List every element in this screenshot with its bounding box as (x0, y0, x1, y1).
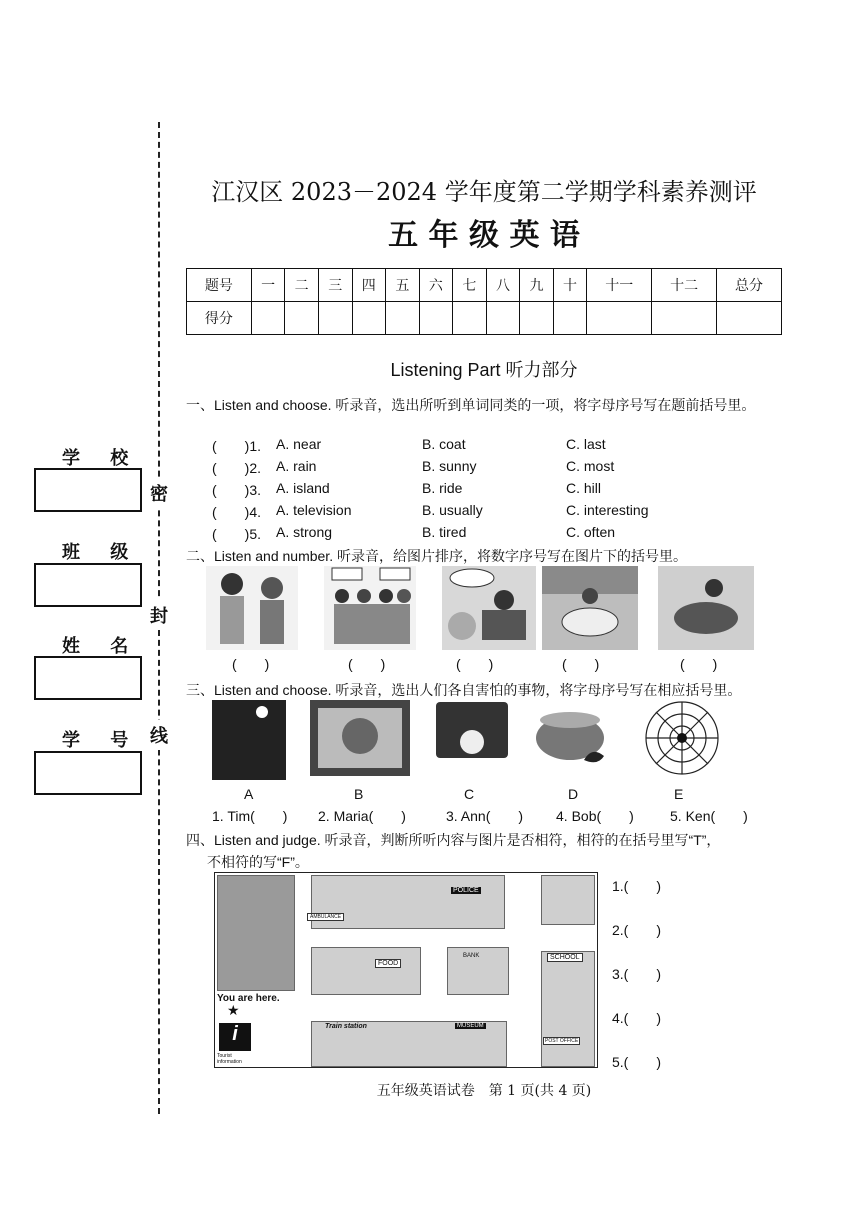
seal-char-mi: 密 (150, 478, 168, 508)
name-field[interactable] (34, 656, 142, 700)
fear-answer[interactable]: 5. Ken( ) (670, 808, 748, 824)
score-header-cell: 二 (285, 269, 319, 302)
picture-hiding-child (436, 702, 508, 758)
option-b: B. coat (422, 436, 466, 452)
score-header-cell: 八 (486, 269, 520, 302)
map-star-icon: ★ (227, 1003, 240, 1019)
picture-order-paren[interactable]: ( ) (348, 656, 386, 672)
score-header-cell: 九 (520, 269, 554, 302)
score-cell[interactable] (553, 302, 587, 335)
judge-answer[interactable]: 4.( ) (612, 1010, 661, 1026)
map-bank-label: BANK (463, 953, 480, 959)
section1-heading: 一、Listen and choose. 听录音，选出所听到单词同类的一项，将字母序号写在题前括号里。 (186, 397, 756, 413)
label-class: 班 级 (62, 542, 141, 563)
fear-answer[interactable]: 4. Bob( ) (556, 808, 634, 824)
score-header-cell: 七 (453, 269, 487, 302)
judge-answer[interactable]: 3.( ) (612, 966, 661, 982)
picture-order-paren[interactable]: ( ) (232, 656, 270, 672)
exam-subtitle: 五 年 级 英 语 (388, 218, 580, 253)
score-header-cell: 五 (386, 269, 420, 302)
label-student-id: 学 号 (62, 730, 141, 751)
label-name: 姓 名 (62, 636, 141, 657)
fear-answer[interactable]: 1. Tim( ) (212, 808, 288, 824)
question-number[interactable]: ( )1. (212, 438, 261, 454)
judge-answer[interactable]: 1.( ) (612, 878, 661, 894)
picture-horse-rider (542, 566, 638, 650)
section4-heading-line1: 四、Listen and judge. 听录音，判断所听内容与图片是否相符，相符的在括号里写“T”， (186, 832, 721, 848)
option-c: C. interesting (566, 502, 649, 518)
option-b: B. usually (422, 502, 483, 518)
class-field[interactable] (34, 563, 142, 607)
map-food-block (311, 947, 421, 995)
score-cell[interactable] (486, 302, 520, 335)
question-number[interactable]: ( )5. (212, 526, 261, 542)
picture-group-talking (324, 566, 416, 650)
school-field[interactable] (34, 468, 142, 512)
picture-dark-night (212, 700, 286, 780)
info-icon: i (219, 1023, 251, 1051)
option-b: B. tired (422, 524, 467, 540)
map-ambulance-label: AMBULANCE (307, 913, 344, 921)
score-header-cell: 六 (419, 269, 453, 302)
score-cell[interactable] (453, 302, 487, 335)
option-a: A. near (276, 436, 322, 452)
option-c: C. last (566, 436, 606, 452)
map-you-are-here: You are here. (217, 993, 280, 1004)
question-number[interactable]: ( )3. (212, 482, 261, 498)
page-footer: 五年级英语试卷 第 1 页(共 4 页) (376, 1083, 592, 1099)
score-table-score-row (187, 302, 782, 335)
score-cell[interactable] (318, 302, 352, 335)
score-cell[interactable] (352, 302, 386, 335)
score-cell[interactable] (386, 302, 420, 335)
exam-title: 江汉区 2023－2024 学年度第二学期学科素养测评 (211, 178, 757, 206)
picture-cooking-pot (536, 712, 604, 762)
label-school: 学 校 (62, 448, 141, 469)
section2-heading: 二、Listen and number. 听录音，给图片排序，将数字序号写在图片下的括号里。 (186, 548, 687, 564)
option-b: B. sunny (422, 458, 477, 474)
score-cell[interactable] (652, 302, 717, 335)
picture-order-paren[interactable]: ( ) (562, 656, 600, 672)
score-header-cell: 十 (553, 269, 587, 302)
question-number[interactable]: ( )4. (212, 504, 261, 520)
map-museum-label: MUSEUM (457, 1023, 484, 1029)
option-a: A. strong (276, 524, 333, 540)
fear-answer[interactable]: 3. Ann( ) (446, 808, 524, 824)
score-cell[interactable] (419, 302, 453, 335)
picture-order-paren[interactable]: ( ) (680, 656, 718, 672)
score-header-cell: 十二 (652, 269, 717, 302)
picture-letter: E (674, 786, 684, 802)
score-header-cell: 总分 (717, 269, 782, 302)
score-cell[interactable] (717, 302, 782, 335)
section2-pictures (206, 566, 762, 652)
listening-part-title: Listening Part 听力部分 (390, 360, 578, 380)
map-post-label: POST OFFICE (545, 1038, 579, 1044)
option-c: C. often (566, 524, 616, 540)
option-c: C. most (566, 458, 615, 474)
student-id-field[interactable] (34, 751, 142, 795)
picture-order-paren[interactable]: ( ) (456, 656, 494, 672)
map-police-label: POLICE (453, 887, 479, 894)
picture-letter: C (464, 786, 475, 802)
score-header-cell: 四 (352, 269, 386, 302)
picture-letter: B (354, 786, 364, 802)
map-park (217, 875, 295, 991)
map-food-label: FOOD (375, 959, 401, 968)
score-cell[interactable] (587, 302, 652, 335)
town-map (214, 872, 598, 1068)
score-header-cell: 题号 (187, 269, 252, 302)
score-cell[interactable] (285, 302, 319, 335)
score-cell[interactable] (520, 302, 554, 335)
seal-char-xian: 线 (150, 720, 168, 750)
map-school-label: SCHOOL (547, 953, 583, 962)
option-a: A. television (276, 502, 352, 518)
section3-heading: 三、Listen and choose. 听录音，选出人们各自害怕的事物，将字母序号写在相应括号里。 (186, 682, 742, 698)
score-row-label: 得分 (187, 302, 252, 335)
section4-heading-line2: 不相符的写“F”。 (207, 854, 309, 870)
score-table-header-row (187, 269, 782, 302)
score-header-cell: 三 (318, 269, 352, 302)
judge-answer[interactable]: 5.( ) (612, 1054, 661, 1070)
picture-cowboy-story (442, 566, 536, 650)
map-train-label: Train station (325, 1023, 367, 1030)
picture-spider-web (646, 702, 718, 774)
picture-letter: D (568, 786, 579, 802)
picture-monster-tv (310, 700, 410, 776)
option-a: A. island (276, 480, 330, 496)
map-cafe-block (541, 875, 595, 925)
picture-letter: A (244, 786, 254, 802)
section3-pictures (210, 698, 750, 784)
score-cell[interactable] (251, 302, 285, 335)
score-header-cell: 十一 (587, 269, 652, 302)
score-header-cell: 一 (251, 269, 285, 302)
picture-riding-fast (658, 566, 754, 650)
judge-answer[interactable]: 2.( ) (612, 922, 661, 938)
picture-two-people (206, 566, 298, 650)
option-b: B. ride (422, 480, 463, 496)
score-table (186, 268, 782, 335)
fear-answer[interactable]: 2. Maria( ) (318, 808, 406, 824)
question-number[interactable]: ( )2. (212, 460, 261, 476)
map-school-post-block (541, 951, 595, 1067)
seal-char-feng: 封 (150, 600, 168, 630)
option-a: A. rain (276, 458, 317, 474)
option-c: C. hill (566, 480, 602, 496)
map-tourist-label: Tourist information (217, 1053, 242, 1065)
